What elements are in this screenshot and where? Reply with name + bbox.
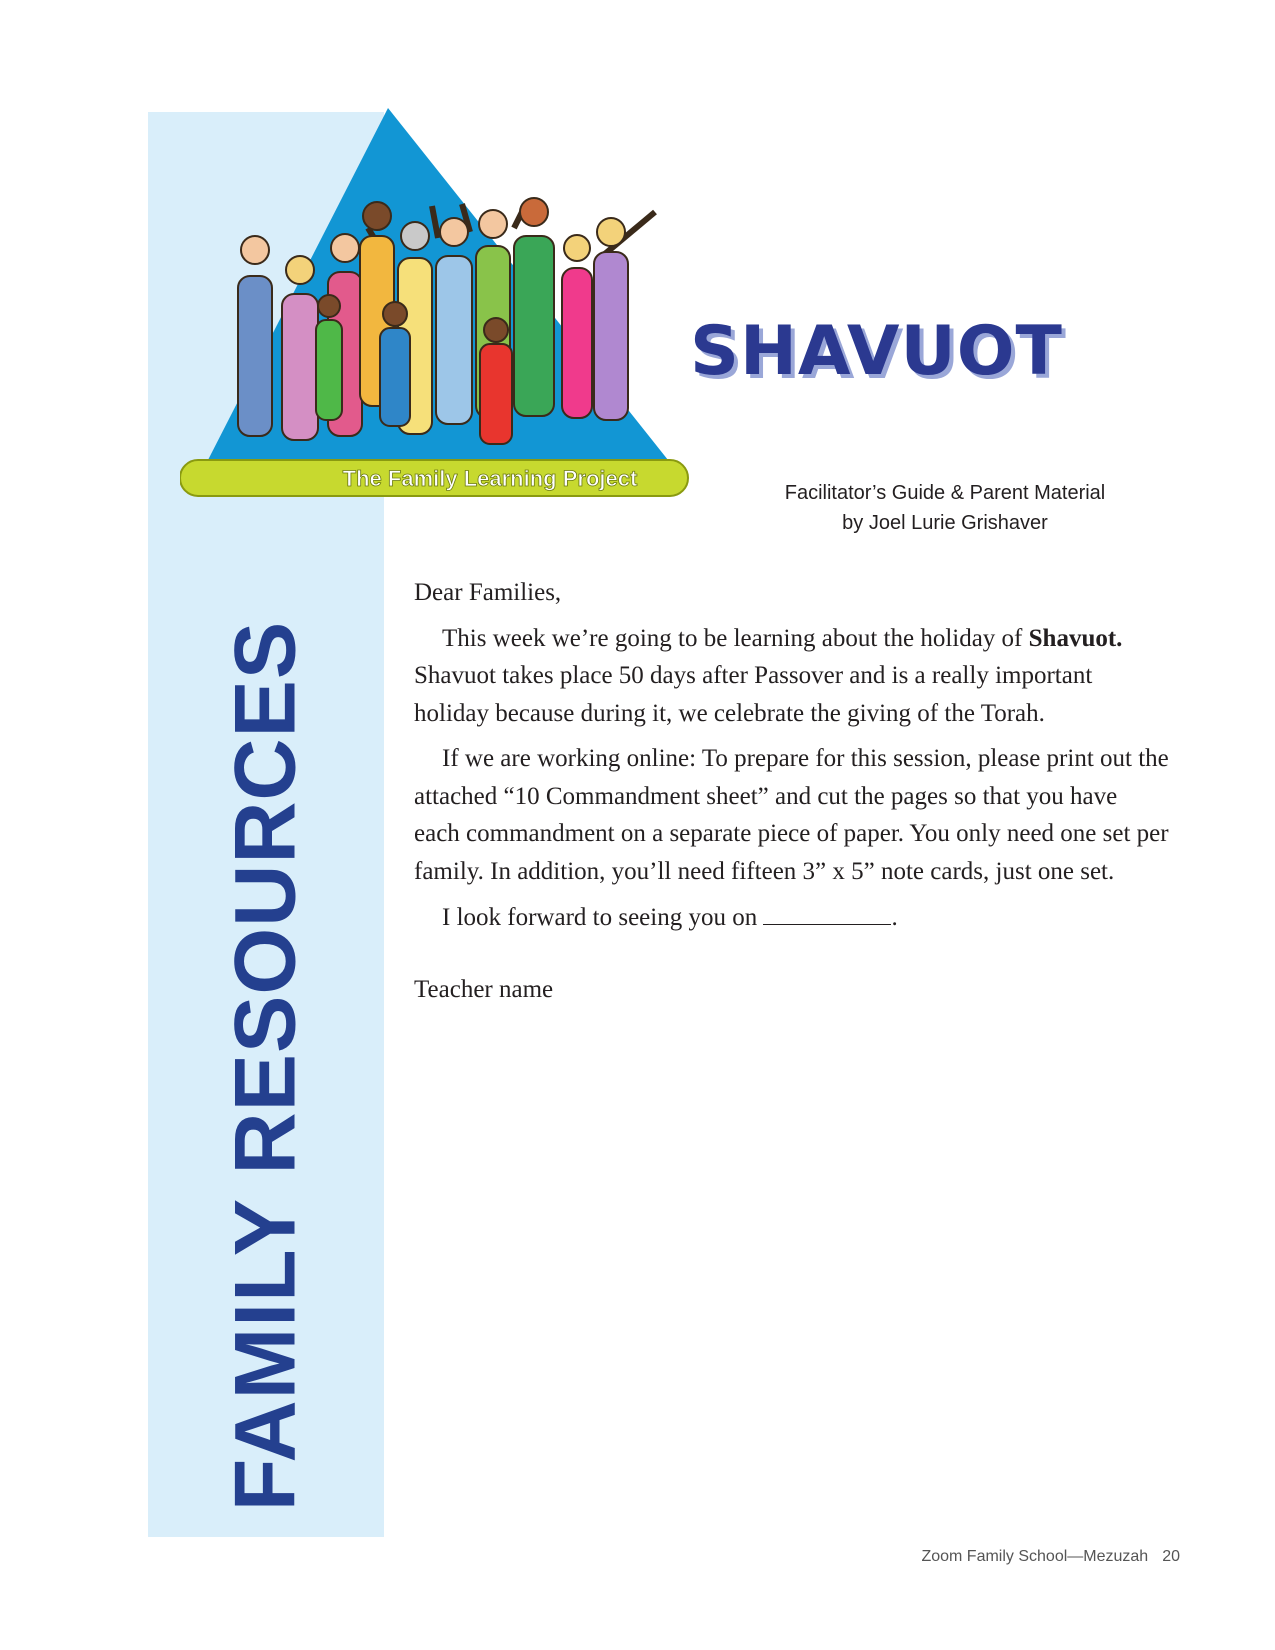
- paragraph-1-start: This week we’re going to be learning about the holiday of: [442, 624, 1029, 652]
- paragraph-1: [414, 620, 1169, 733]
- paragraph-1-bold: Shavuot.: [1028, 624, 1123, 652]
- page-footer: [921, 1548, 1180, 1566]
- byline-line-2: by Joel Lurie Grishaver: [842, 512, 1048, 534]
- sidebar-label: FAMILY RESOURCES: [217, 620, 314, 1512]
- letter-body: [414, 574, 1169, 1016]
- page-number: 20: [1162, 1548, 1180, 1565]
- paragraph-3-start: I look forward to seeing you on: [442, 904, 764, 931]
- family-group-illustration-icon: [238, 198, 655, 444]
- family-learning-logo: [180, 108, 720, 524]
- byline: [740, 478, 1150, 538]
- paragraph-1-rest: Shavuot takes place 50 days after Passover and is a really important holiday because during it, we celebrate the giving of the Torah.: [414, 662, 1093, 727]
- logo-banner-text: The Family Learning Project: [342, 466, 638, 491]
- paragraph-2: If we are working online: To prepare for this session, please print out the attached “10 Commandment sheet” and cut the pages so that you have each commandment on a separate piece of paper. You only need one set per family. In addition, you’ll need fifteen 3” x 5” note cards, just one set.: [414, 745, 1169, 885]
- signature: Teacher name: [414, 975, 554, 1003]
- date-blank-line: [763, 898, 891, 925]
- salutation: Dear Families,: [414, 579, 562, 606]
- byline-line-1: Facilitator’s Guide & Parent Material: [784, 482, 1106, 504]
- paragraph-3: [414, 898, 1169, 937]
- page-title: SHAVUOT: [690, 312, 1063, 391]
- footer-text: Zoom Family School—Mezuzah: [921, 1548, 1149, 1565]
- paragraph-3-end: .: [891, 904, 898, 931]
